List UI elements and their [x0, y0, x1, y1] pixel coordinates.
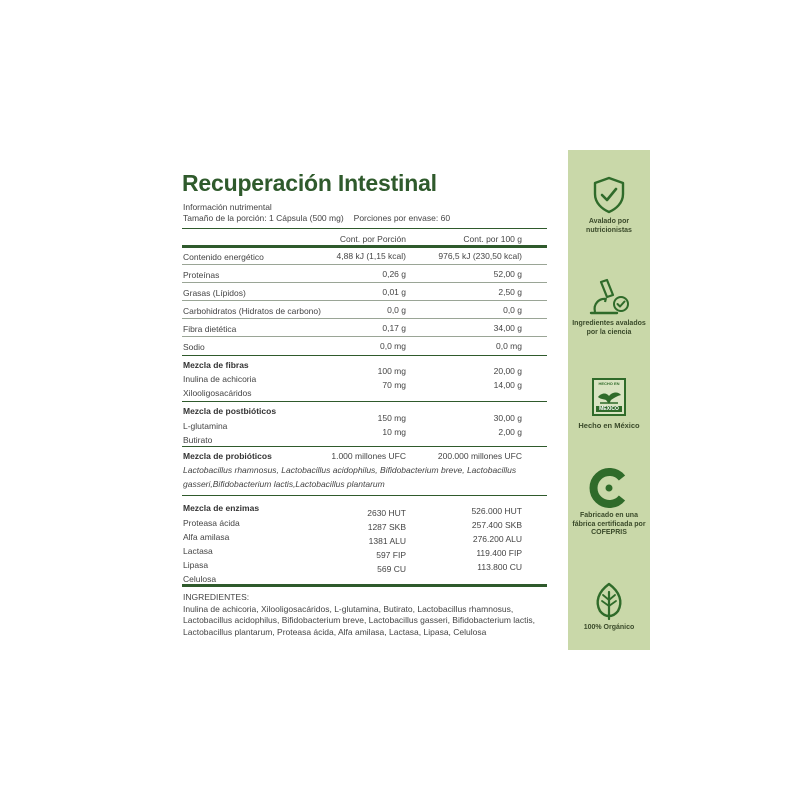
row-name: Fibra dietética: [183, 324, 237, 334]
badge-label: Hecho en México: [578, 421, 640, 430]
enzyme-name: Lipasa: [183, 560, 209, 570]
row-per100: 52,00 g: [493, 269, 522, 279]
enzyme-serving: 1381 ALU: [368, 536, 406, 546]
enzyme-name: Alfa amilasa: [183, 532, 230, 542]
fiber-per100: 20,00 g: [493, 366, 522, 376]
logo-word: MÉXICO: [596, 406, 622, 412]
row-serving: 0,0 g: [387, 305, 406, 315]
row-serving: 4,88 kJ (1,15 kcal): [336, 251, 406, 261]
badge-nutritionists: [568, 176, 650, 235]
postbiotics-title: Mezcla de postbióticos: [183, 406, 277, 416]
badges-panel: [568, 150, 650, 650]
row-per100: 976,5 kJ (230,50 kcal): [438, 251, 522, 261]
row-name: Carbohidratos (Hidratos de carbono): [183, 306, 321, 316]
info-heading: Información nutrimental: [183, 202, 272, 212]
header-rule: [182, 245, 547, 248]
enzyme-serving: 1287 SKB: [367, 522, 406, 532]
fiber-name: Inulina de achicoria: [183, 374, 257, 384]
badge-label: Ingredientes avalados por la ciencia: [572, 320, 646, 336]
enzyme-per100: 119.400 FIP: [476, 548, 522, 558]
product-title: Recuperación Intestinal: [182, 170, 437, 196]
row-per100: 34,00 g: [493, 323, 522, 333]
postbiotic-name: Butirato: [183, 435, 213, 445]
enzyme-per100: 257.400 SKB: [471, 520, 522, 530]
probiotic-strains: Lactobacillus rhamnosus, Lactobacillus acidophilus, Bifidobacterium breve, Lactobacillus: [183, 465, 517, 475]
badge-label: Fabricado en una fábrica certificada por COFEPRIS: [572, 512, 646, 536]
header-per-serving: Cont. por Porción: [339, 234, 406, 244]
badge-label: Avalado por nutricionistas: [586, 218, 632, 234]
postbiotic-serving: 10 mg: [382, 427, 406, 437]
row-serving: 0,17 g: [382, 323, 406, 333]
table-top-rule: [182, 228, 547, 229]
fiber-serving: 100 mg: [377, 366, 406, 376]
badge-mexico: [568, 378, 650, 431]
header-per-100: Cont. por 100 g: [463, 234, 522, 244]
microscope-icon: [587, 278, 631, 316]
row-serving: 0,01 g: [382, 287, 406, 297]
fiber-per100: 14,00 g: [493, 380, 522, 390]
postbiotic-name: L-glutamina: [183, 421, 228, 431]
badge-label: 100% Orgánico: [583, 624, 635, 631]
probiotic-serving: 1.000 millones UFC: [331, 451, 406, 461]
enzyme-name: Lactasa: [183, 546, 213, 556]
enzymes-title: Mezcla de enzimas: [183, 503, 260, 513]
cofepris-logo-icon: [589, 468, 629, 508]
serving-info: Tamaño de la porción: 1 Cápsula (500 mg) Porciones por envase: 60: [183, 213, 451, 223]
row-per100: 0,0 g: [503, 305, 522, 315]
fiber-name: Xilooligosacáridos: [183, 388, 252, 398]
ingredients-title: INGREDIENTES:: [183, 592, 250, 602]
logo-top-text: HECHO EN: [598, 381, 620, 386]
enzyme-per100: 526.000 HUT: [471, 506, 522, 516]
fibers-title: Mezcla de fibras: [183, 360, 249, 370]
enzyme-name: Proteasa ácida: [183, 518, 240, 528]
postbiotic-serving: 150 mg: [377, 413, 406, 423]
probiotics-title: Mezcla de probióticos: [183, 451, 272, 461]
probiotic-per100: 200.000 millones UFC: [437, 451, 522, 461]
table-bottom-rule: [182, 584, 547, 587]
row-name: Sodio: [183, 342, 205, 352]
enzyme-serving: 569 CU: [377, 564, 406, 574]
enzyme-per100: 113.800 CU: [477, 562, 522, 572]
probiotic-strains: gasseri,Bifidobacterium lactis,Lactobacillus plantarum: [183, 479, 385, 489]
enzyme-per100: 276.200 ALU: [472, 534, 522, 544]
row-per100: 0,0 mg: [496, 341, 522, 351]
hecho-en-mexico-logo: [592, 378, 626, 416]
row-serving: 0,0 mg: [380, 341, 406, 351]
ingredients-text: Inulina de achicoria, Xilooligosacáridos, L-glutamina, Butirato, Lactobacillus rhamnosus, Lactobacillus acidophilus, Bifidobacterium breve, Lactobacillus gasseri, Bifidobacterium lactis, Lactobacillus plantarum, Proteasa ácida, Alfa amilasa, Lactasa, Lipasa, Celulosa: [183, 603, 535, 637]
badge-science: [568, 278, 650, 337]
row-serving: 0,26 g: [382, 269, 406, 279]
row-per100: 2,50 g: [498, 287, 522, 297]
postbiotic-per100: 30,00 g: [493, 413, 522, 423]
nutrition-info: [183, 202, 450, 224]
row-name: Contenido energético: [183, 252, 264, 262]
enzyme-name: Celulosa: [183, 574, 217, 584]
row-name: Grasas (Lípidos): [183, 288, 246, 298]
fiber-serving: 70 mg: [382, 380, 406, 390]
shield-check-icon: [592, 176, 626, 214]
enzyme-serving: 597 FIP: [376, 550, 406, 560]
postbiotic-per100: 2,00 g: [498, 427, 522, 437]
ingredients: [183, 592, 553, 638]
badge-cofepris: [568, 468, 650, 538]
badge-organic: [568, 582, 650, 633]
leaf-icon: [593, 582, 625, 620]
row-name: Proteínas: [183, 270, 220, 280]
enzyme-serving: 2630 HUT: [367, 508, 406, 518]
